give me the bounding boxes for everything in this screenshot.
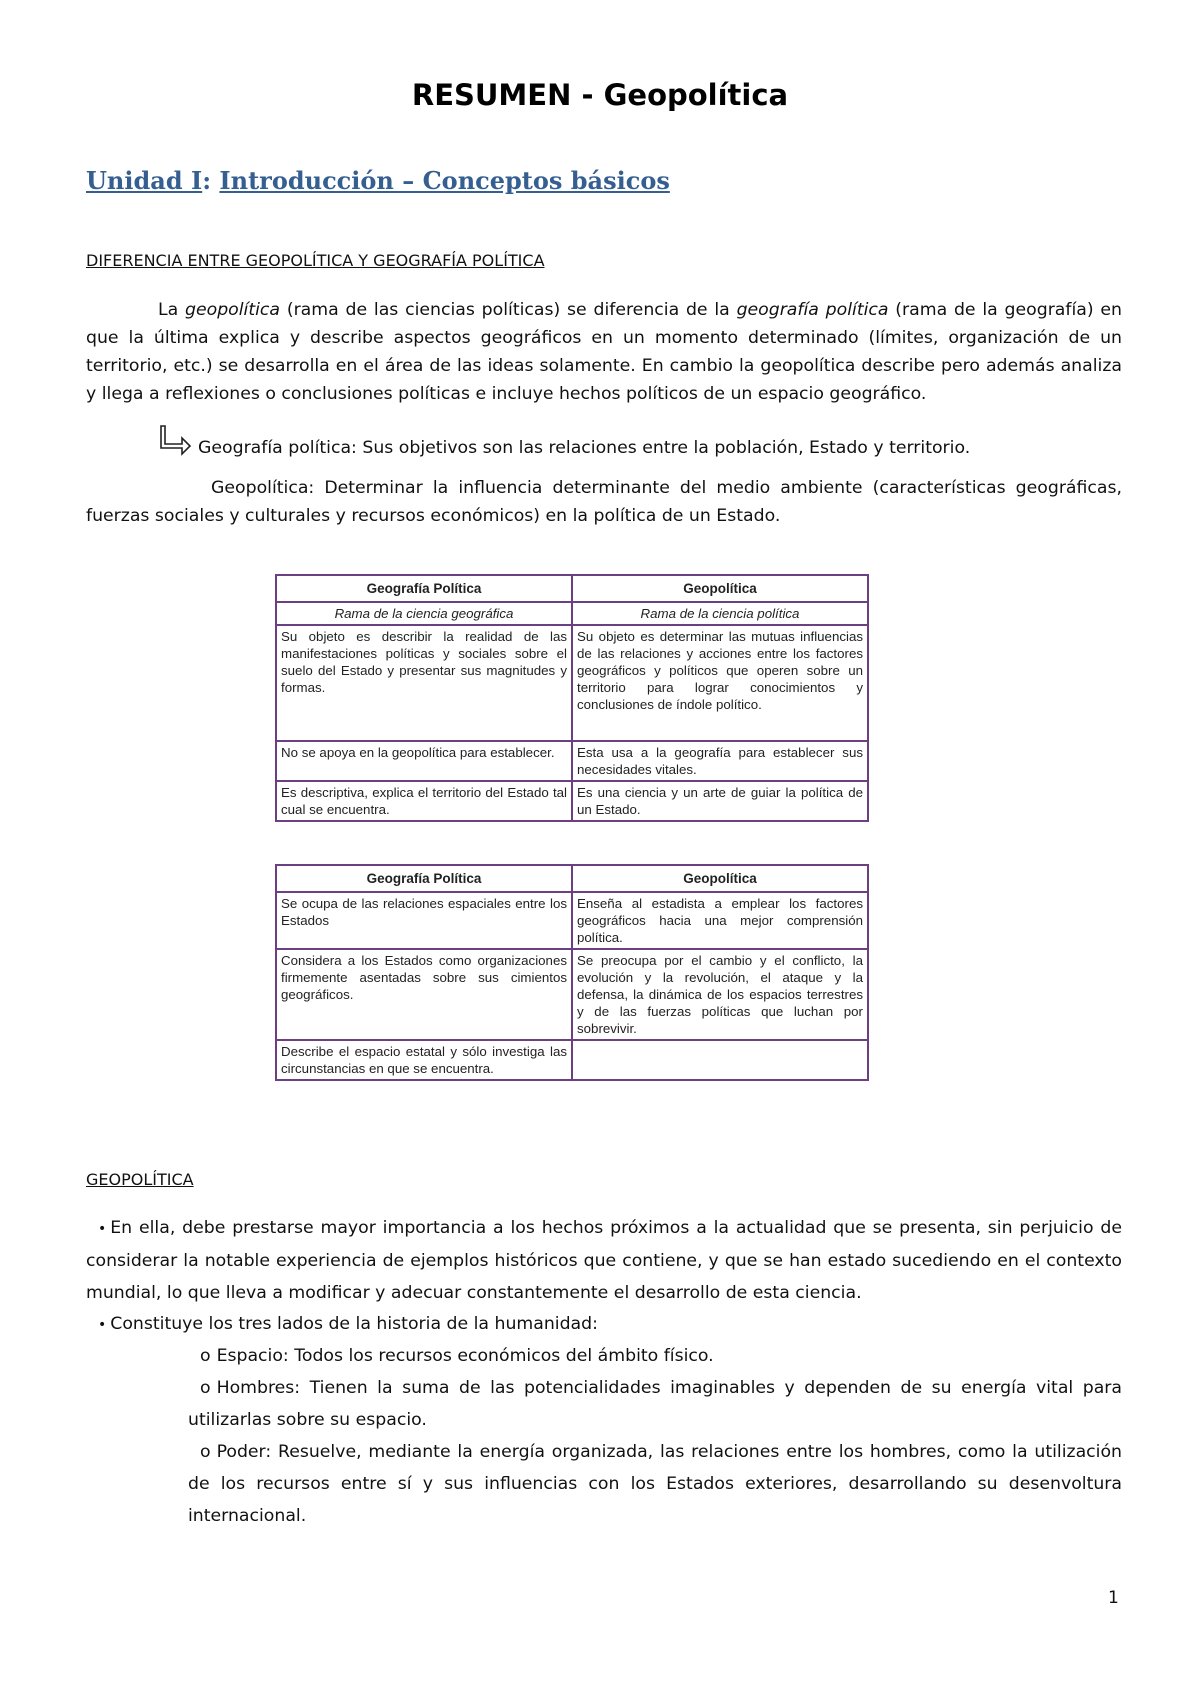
table2-header-geopolitica: Geopolítica: [572, 865, 868, 892]
geopolitica-definition-paragraph: [86, 474, 1122, 530]
bent-arrow-icon: [158, 424, 192, 458]
table-cell: Se preocupa por el cambio y el conflicto, la evolución y la revolución, el ataque y la defensa, la dinámica de los espacios terrestres y de las fuerzas políticas que luchan por sobrevivir.: [572, 949, 868, 1040]
bullet-text: En ella, debe prestarse mayor importancia a los hechos próximos a la actualidad que se presenta, sin perjuicio de considerar la notable experiencia de ejemplos históricos que contiene, y que se han estado sucediendo en el contexto mundial, lo que lleva a modificar y adecuar constantemente el desarrollo de esta ciencia.: [86, 1218, 1122, 1303]
sub-bullet-glyph: o: [200, 1346, 211, 1366]
unit-heading: [86, 166, 670, 195]
document-title: RESUMEN - Geopolítica: [411, 78, 789, 112]
para1-geografia-italic: geografía política: [736, 300, 889, 320]
para1-text-2: (rama de las ciencias políticas) se diferencia de la: [280, 300, 737, 320]
table-cell: Es una ciencia y un arte de guiar la política de un Estado.: [572, 781, 868, 821]
table-cell: [572, 1040, 868, 1080]
list-item: [188, 1372, 1122, 1436]
table1-subheader-geopolitica: Rama de la ciencia política: [572, 602, 868, 625]
sub-bullet-glyph: o: [200, 1442, 211, 1462]
unit-colon: :: [202, 166, 212, 195]
list-item: [86, 1308, 1122, 1341]
table-cell: Enseña al estadista a emplear los factores geográficos hacia una mejor comprensión política.: [572, 892, 868, 949]
sub-bullet-text: Hombres: Tienen la suma de las potencialidades imaginables y dependen de su energía vital para utilizarlas sobre su espacio.: [188, 1378, 1122, 1430]
table-cell: Su objeto es determinar las mutuas influencias de las relaciones y acciones entre los factores geográficos y políticos que operen sobre un territorio para lograr conocimientos y conclusiones de índole político.: [572, 625, 868, 741]
table-cell: Describe el espacio estatal y sólo investiga las circunstancias en que se encuentra.: [276, 1040, 572, 1080]
bullet-glyph: •: [98, 1221, 107, 1237]
table-row: [276, 741, 868, 781]
intro-paragraph: [86, 296, 1122, 408]
list-item: [86, 1212, 1122, 1309]
table-row: [276, 1040, 868, 1080]
para2-text: Geopolítica: Determinar la influencia determinante del medio ambiente (características geográficas, fuerzas sociales y culturales y recursos económicos) en la política de un Estado.: [86, 478, 1122, 526]
table-cell: Su objeto es describir la realidad de las manifestaciones políticas y sociales sobre el suelo del Estado y presentar sus magnitudes y formas.: [276, 625, 572, 741]
table2-header-row: [276, 865, 868, 892]
table-row: [276, 781, 868, 821]
arrow-line: [158, 424, 970, 458]
comparison-table-1: [275, 574, 869, 822]
table-row: [276, 625, 868, 741]
section-heading-geopolitica: GEOPOLÍTICA: [86, 1170, 194, 1189]
unit-label: Unidad I: [86, 166, 203, 195]
table1-header-row: [276, 575, 868, 602]
table-row: [276, 949, 868, 1040]
table-cell: No se apoya en la geopolítica para establecer.: [276, 741, 572, 781]
table1-header-geopolitica: Geopolítica: [572, 575, 868, 602]
table-cell: Es descriptiva, explica el territorio del Estado tal cual se encuentra.: [276, 781, 572, 821]
table1-subheader-geografia: Rama de la ciencia geográfica: [276, 602, 572, 625]
sub-bullet-glyph: o: [200, 1378, 211, 1398]
table-cell: Se ocupa de las relaciones espaciales entre los Estados: [276, 892, 572, 949]
bullet-glyph: •: [98, 1317, 107, 1333]
sub-bullet-text: Poder: Resuelve, mediante la energía organizada, las relaciones entre los hombres, como la utilización de los recursos entre sí y sus influencias con los Estados exteriores, desarrollando su desenvoltura internacional.: [188, 1442, 1122, 1526]
table-row: [276, 892, 868, 949]
page-number: 1: [1108, 1588, 1119, 1608]
bullet-text: Constituye los tres lados de la historia de la humanidad:: [110, 1314, 598, 1334]
table-cell: Esta usa a la geografía para establecer sus necesidades vitales.: [572, 741, 868, 781]
table2-header-geografia: Geografía Política: [276, 865, 572, 892]
sub-bullet-text: Espacio: Todos los recursos económicos del ámbito físico.: [216, 1346, 714, 1366]
arrow-line-text: Geografía política: Sus objetivos son las relaciones entre la población, Estado y territorio.: [198, 438, 971, 458]
list-item: [188, 1340, 1122, 1372]
table-cell: Considera a los Estados como organizaciones firmemente asentadas sobre sus cimientos geográficos.: [276, 949, 572, 1040]
table1-header-geografia: Geografía Política: [276, 575, 572, 602]
list-item: [188, 1436, 1122, 1532]
section-heading-difference: DIFERENCIA ENTRE GEOPOLÍTICA Y GEOGRAFÍA POLÍTICA: [86, 251, 545, 270]
para1-geopolitica-italic: geopolítica: [185, 300, 281, 320]
para1-text-3: (rama de la geografía) en que la última explica y describe aspectos geográficos en un momento determinado (límites, organización de un territorio, etc.) se desarrolla en el área de las ideas solamente. En cambio la geopolítica describe pero además analiza y llega a reflexiones o conclusiones políticas e incluye hechos políticos de un espacio geográfico.: [86, 300, 1122, 404]
comparison-table-2: [275, 864, 869, 1081]
unit-title: Introducción – Conceptos básicos: [219, 166, 670, 195]
table1-subheader-row: [276, 602, 868, 625]
para1-text-1: La: [158, 300, 186, 320]
